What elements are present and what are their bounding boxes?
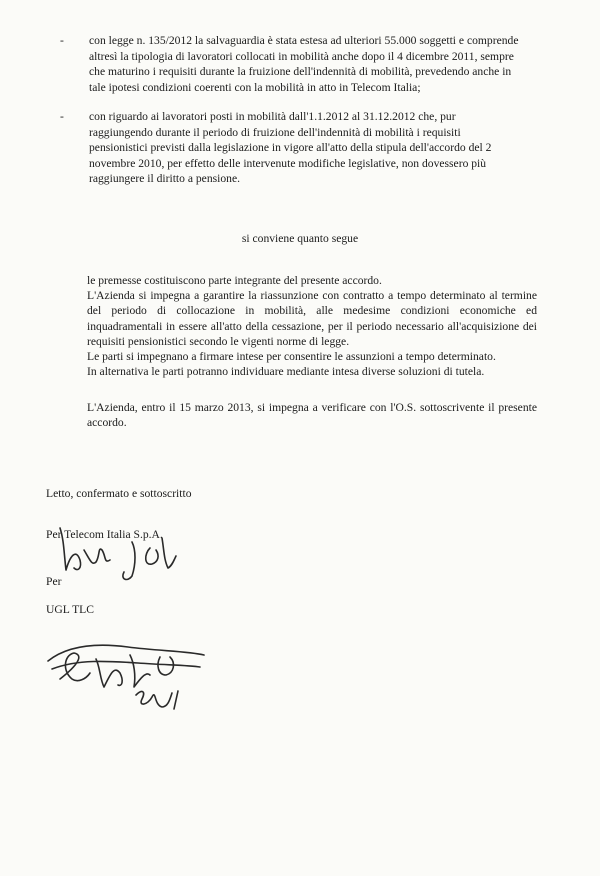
handwritten-signature <box>38 635 208 725</box>
text-line: raggiungendo durante il periodo di fruizione dell'indennità di mobilità i requisiti <box>89 125 461 139</box>
text-line: con legge n. 135/2012 la salvaguardia è stata estesa ad ulteriori 55.000 soggetti e comprende <box>89 34 519 47</box>
closing-line: Letto, confermato e sottoscritto <box>46 487 192 500</box>
bullet-dash: - <box>60 110 64 123</box>
text-line: tale ipotesi condizioni coerenti con la mobilità in atto in Telecom Italia; <box>89 80 421 94</box>
bullet-item <box>60 33 540 95</box>
provisions <box>87 273 537 379</box>
final-paragraph: L'Azienda, entro il 15 marzo 2013, si impegna a verificare con l'O.S. sottoscrivente il presente accordo. <box>87 401 537 430</box>
provision-paragraph: In alternativa le parti potranno individuare mediante intesa diverse soluzioni di tutela. <box>87 365 485 379</box>
signatory-label: Per <box>46 575 62 588</box>
text-line: novembre 2010, per effetto delle intervenute modifiche legislative, non dovessero più <box>89 156 487 170</box>
text-line: pensionistici previsti dalla legislazione in vigore all'atto della stipula dell'accordo del 2 <box>89 141 492 154</box>
text-line: con riguardo ai lavoratori posti in mobilità dall'1.1.2012 al 31.12.2012 che, pur <box>89 110 456 123</box>
bullet-text <box>89 33 540 95</box>
handwritten-signature <box>40 520 200 595</box>
text-line: altresì la tipologia di lavoratori collocati in mobilità anche dopo il 4 dicembre 2011, sempre <box>89 49 514 63</box>
final-paragraph-block <box>87 400 537 430</box>
provision-paragraph: Le parti si impegnano a firmare intese per consentire le assunzioni a tempo determinato. <box>87 350 496 364</box>
text-line: raggiungere il diritto a pensione. <box>89 172 240 185</box>
signatory-label: UGL TLC <box>46 603 94 616</box>
bullet-item <box>60 109 540 187</box>
bullet-text <box>89 109 540 187</box>
section-heading: si conviene quanto segue <box>241 232 359 245</box>
signatory-label: Per Telecom Italia S.p.A. <box>46 528 163 541</box>
text-line: che maturino i requisiti durante la fruizione dell'indennità di mobilità, prevedendo anche in <box>89 65 512 78</box>
provision-paragraph: L'Azienda si impegna a garantire la riassunzione con contratto a tempo determinato al termine del periodo di collocazione in mobilità, alle medesime condizioni economiche ed inquadramentali in essere all'atto della cessazione, per il periodo necessario all'acquisizione dei requisiti pensionistici secondo le vigenti norme di legge. <box>87 289 537 348</box>
provision-paragraph: le premesse costituiscono parte integrante del presente accordo. <box>87 274 382 287</box>
bullet-dash: - <box>60 34 64 47</box>
